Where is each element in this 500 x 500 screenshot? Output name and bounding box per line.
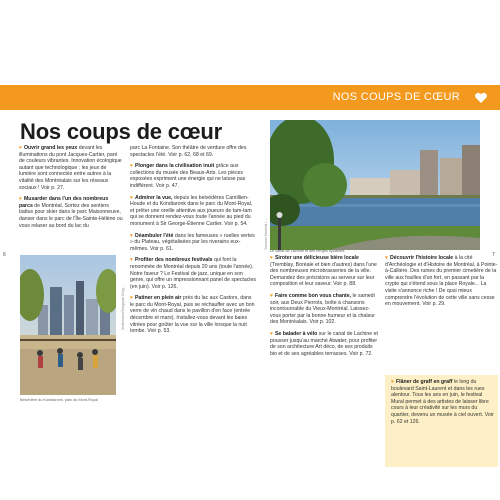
entry-histoire: [385, 255, 498, 308]
entry-heading: Musarder dans l'un des nombreux parcs: [19, 196, 109, 209]
entry-illuminations: [19, 145, 123, 191]
entry-text: de Montréal. Sortez des sentiers battus pour skier dans le parc Maisonneuve, danser dans le parc de l'Île-Sainte-Hélène ou vous relaxer au bord du lac du: [19, 202, 123, 229]
entry-heading: Se balader à vélo: [274, 330, 318, 337]
entry-heading: Ouvrir grand les yeux: [23, 145, 78, 151]
heart-bullet-icon: ♥: [270, 330, 273, 337]
entry-text: parc La Fontaine. Son théâtre de verdure offre des spectacles l'été.: [130, 145, 247, 158]
entry-lafontaine: [130, 145, 256, 158]
entry-festivals: [130, 257, 256, 290]
heart-bullet-icon: ♥: [385, 255, 388, 261]
page-ref: Voir p. 27.: [40, 184, 65, 191]
page-ref: Voir p. 54.: [224, 220, 248, 227]
page-ref: Voir p. 61.: [149, 245, 174, 252]
heart-bullet-icon: ♥: [130, 232, 133, 239]
entry-heading: Déambuler l'été: [134, 232, 174, 239]
banner-label: NOS COUPS DE CŒUR: [332, 91, 460, 103]
entry-heading: Flâner de graff en graff: [395, 379, 453, 385]
photo-credit: Tourisme Montréal / ...: [264, 218, 268, 250]
page-ref: Voir p. 62 et 126.: [391, 411, 494, 425]
entry-text: près du lac aux Castors, dans le parc du Mont-Royal, puis se réchauffer avec un bon verre de vin chaud dans le pavillon d'en face (entrée décembre et mars). Installez-vous devant les baies vitrées pour goûter la vue sur la ville lorsque la nuit tombe.: [130, 295, 255, 335]
heart-bullet-icon: ♥: [19, 145, 22, 151]
entry-text: dans les fameuses « ruelles vertes » du Plateau, végétalisées par les riverains eux-mêmes.: [130, 232, 255, 252]
entry-inuit: [130, 163, 256, 189]
photo-caption: Le canal de Lachine et ses berges cyclables: [270, 249, 345, 253]
entry-text: devant les illuminations du pont Jacques-Cartier, paré de couleurs vibrantes. Innovation écologique autant que technologique : les jeux de lumière sont connectés entre autres à la vitalité des Montréalais sur les réseaux sociaux !: [19, 145, 122, 191]
column-3: [270, 255, 380, 362]
entry-heading: Plonger dans la civilisation inuit: [134, 163, 215, 170]
page-ref: Voir p. 126.: [151, 283, 178, 290]
page-title: Nos coups de cœur: [20, 119, 222, 144]
heart-bullet-icon: ♥: [130, 295, 133, 302]
heart-icon: [474, 92, 488, 104]
page-number-right: 7: [492, 252, 495, 258]
page-ref: Voir p. 62, 68 et 69.: [168, 151, 214, 158]
column-4: [385, 255, 498, 313]
heart-bullet-icon: ♥: [19, 196, 22, 203]
column-1: [19, 145, 123, 234]
photo-credit: Shutterstock/Songquan Deng ...: [121, 284, 125, 330]
page-number-left: 6: [3, 252, 6, 258]
entry-text: (Tremblay, Boréale et bien d'autres) dans l'une des nombreuses microbrasseries de la ville. Demandez des précisions au serveur sur leur composition et leur saveur.: [270, 261, 377, 288]
entry-text: sur le canal de Lachine et pousser jusqu'au marché Atwater, pour profiter de son architecture Art déco, de ses produits bio et de ses agréables terrasses.: [270, 330, 378, 357]
entry-heading: Profiter des nombreux festivals: [134, 257, 213, 264]
entry-heading: Faire comme bon vous chante,: [274, 292, 352, 299]
photo-canal-lachine: [270, 120, 480, 250]
entry-text: le samedi soir, aux Deux Pierrots, boîte à chansons incontournable du Vieux-Montréal. Laissez-vous porter par la bonne humeur et la chaleur des Montréalais.: [270, 292, 375, 326]
entry-vue: [130, 195, 256, 228]
entry-chansons: [270, 293, 380, 326]
page-ref: Voir p. 29.: [422, 301, 446, 308]
entry-heading: Admirer la vue,: [134, 194, 173, 201]
skyline-illustration: [20, 255, 116, 395]
canal-illustration: [270, 120, 480, 250]
entry-ruelles: [130, 233, 256, 253]
heart-bullet-icon: ♥: [391, 379, 394, 385]
entry-heading: Patiner en plein air: [134, 295, 182, 302]
entry-text: à la cité d'Archéologie et d'Histoire de Montréal, à Pointe-à-Callière. Des ruines du premier cimetière de la ville aux fouilles d'un fort, en passant par la crypte qui s'étend sous la place Royale... La visite s'annonce riche ! De quoi mieux comprendre l'évolution de cette ville sans cesse en mouvement.: [385, 255, 498, 308]
page-ref: Voir p. 47.: [155, 182, 179, 189]
entry-velo: [270, 331, 380, 357]
entry-text: qui font la renommée de Montréal depuis 20 ans (toute l'année). Notre faveur ? Le Festival de jazz, unique en son genre, qui offre un impressionnant panel de spectacles (en juin).: [130, 257, 256, 290]
photo-caption: Belvédère du Kondiaronk, parc du Mont-Royal: [20, 398, 98, 402]
heart-bullet-icon: ♥: [130, 163, 133, 170]
heart-bullet-icon: ♥: [270, 292, 273, 299]
entry-parcs: [19, 196, 123, 229]
entry-heading: Siroter une délicieuse bière locale: [274, 255, 359, 261]
entry-text: grâce aux collections du musée des Beaux-Arts. Les pièces exposées expriment une énergie qui ne laisse pas indifférent.: [130, 163, 246, 189]
entry-graff: [391, 379, 494, 425]
column-2: [130, 145, 256, 340]
entry-biere: [270, 255, 380, 288]
entry-heading: Découvrir l'histoire locale: [389, 255, 454, 261]
entry-text: depuis les belvédères Camillien-Houde et du Kondiaronk dans le parc du Mont-Royal, et prêter une oreille attentive aux joueurs de tam-tam qui se donnent rendez-vous toute l'année au pied du monument à Sir George-Étienne Cartier.: [130, 194, 253, 227]
entry-patiner: [130, 295, 256, 335]
page-ref: Voir p. 88.: [333, 281, 357, 288]
heart-bullet-icon: ♥: [130, 194, 133, 201]
heart-bullet-icon: ♥: [130, 257, 133, 264]
page-ref: Voir p. 53.: [147, 328, 171, 335]
photo-belvedere: [20, 255, 116, 395]
page-ref: Voir p. 102.: [309, 319, 336, 326]
page-ref: Voir p. 72.: [349, 350, 373, 357]
entry-text: le long du boulevard Saint-Laurent et dans les rues alentour. Tous les ans en juin, le festival Mural permet à des artistes de laisser libre cours à leur créativité sur les murs du quartier, devenu un musée à ciel ouvert.: [391, 379, 489, 418]
heart-bullet-icon: ♥: [270, 255, 273, 261]
highlight-box-text: [391, 379, 494, 430]
